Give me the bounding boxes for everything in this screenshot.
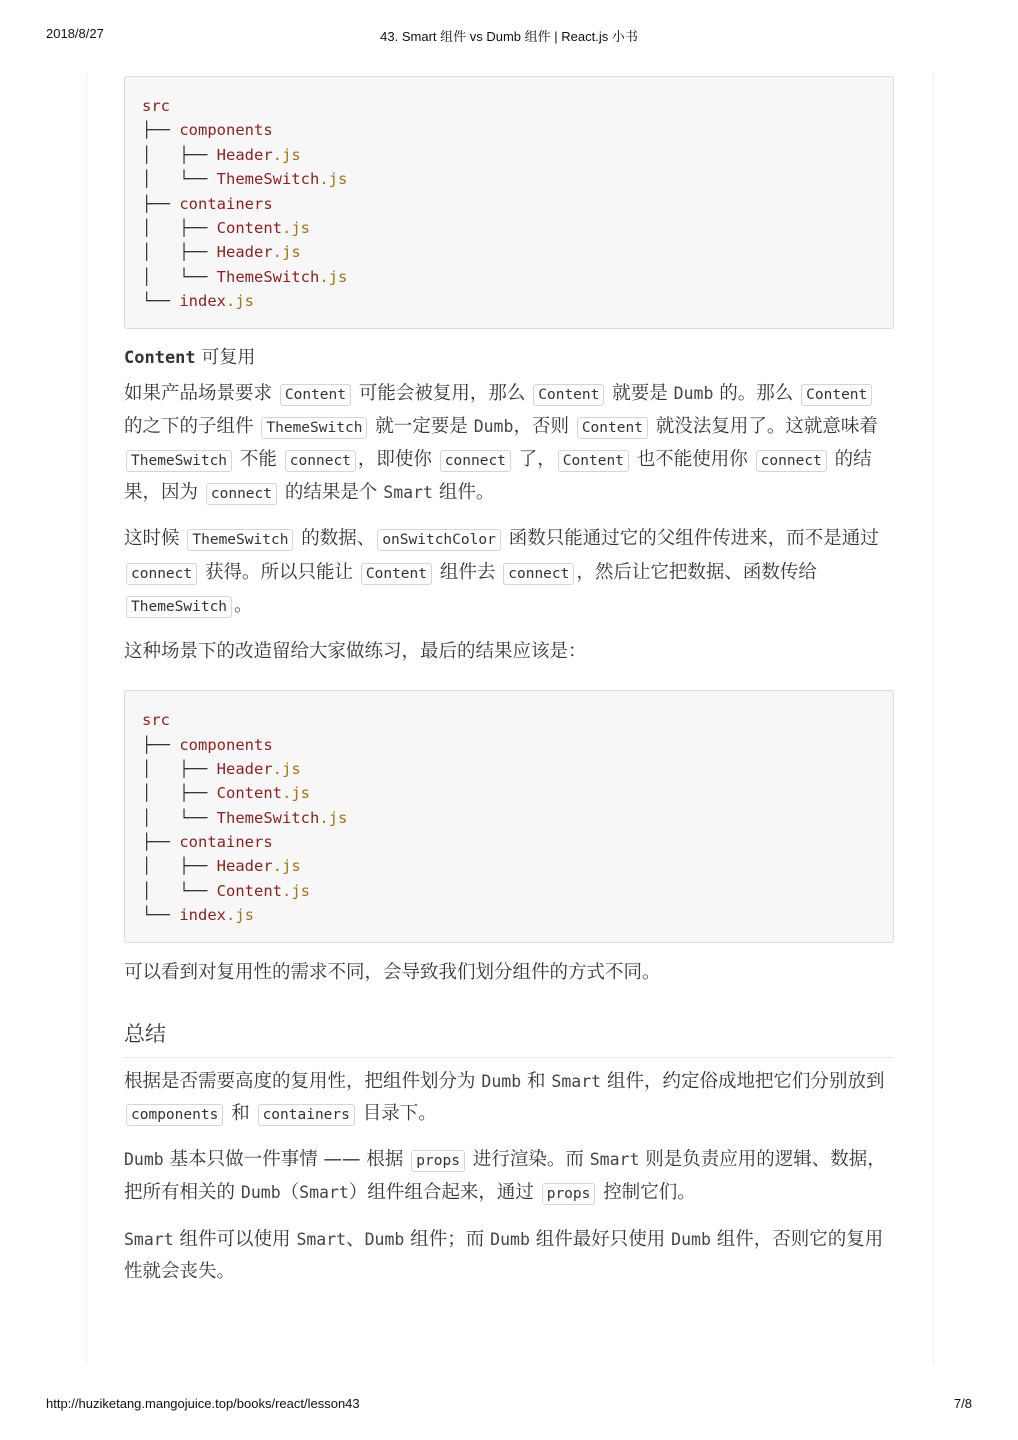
file-name: Header: [216, 145, 273, 164]
code-block-tree-before: [124, 76, 894, 329]
tree-line: [142, 118, 875, 142]
inline-code: ThemeSwitch: [126, 450, 232, 472]
inline-code: props: [411, 1150, 465, 1172]
tree-branch: └──: [142, 292, 180, 311]
inline-code: Content: [801, 384, 872, 406]
text-run: ）组件组合起来，通过: [348, 1182, 540, 1204]
text-run: 这种场景下的改造留给大家做练习，最后的结果应该是：: [124, 640, 587, 662]
paragraph: [124, 1144, 894, 1210]
inline-code: connect: [440, 450, 511, 472]
inline-code: Content: [558, 450, 629, 472]
file-extension: .js: [281, 784, 310, 803]
file-extension: .js: [272, 243, 301, 262]
file-extension: .js: [226, 292, 254, 311]
file-extension: .js: [281, 881, 310, 900]
inline-code: Content: [577, 417, 648, 439]
tree-line: [142, 830, 875, 854]
text-run: 的结果是个: [279, 482, 384, 504]
print-header: [0, 26, 1018, 46]
text-run: （: [280, 1182, 300, 1204]
folder-name: src: [142, 711, 170, 730]
tree-line: [142, 879, 875, 903]
file-extension: .js: [319, 170, 348, 189]
text-run: 就一定要是: [369, 415, 474, 437]
inline-code: containers: [258, 1104, 355, 1126]
tree-line: [142, 708, 875, 732]
tree-line: [142, 781, 875, 805]
text-run: 则是负责应用的逻辑、数据，把所有相关的: [124, 1149, 886, 1204]
text-run: ，然后让它把数据、函数传给: [576, 561, 817, 583]
paragraph: [124, 636, 894, 668]
text-run: 获得。所以只能让: [199, 561, 359, 583]
file-name: ThemeSwitch: [216, 267, 320, 286]
article-content: [124, 76, 894, 1288]
summary-heading: 总结: [124, 1019, 894, 1058]
text-run: ，否则: [513, 415, 575, 437]
paragraph: [124, 523, 894, 623]
tree-branch: │ ├──: [142, 145, 217, 164]
folder-name: containers: [179, 194, 273, 213]
text-run: 组件。: [432, 482, 495, 504]
inline-term: Smart: [299, 1183, 349, 1203]
tree-branch: ├──: [142, 194, 180, 213]
code-block-tree-after: [124, 690, 894, 943]
file-name: Content: [216, 881, 282, 900]
tree-branch: ├──: [142, 735, 180, 754]
paragraph-group-summary: [124, 1066, 894, 1288]
text-run: 的之下的子组件: [124, 415, 260, 437]
text-run: 的结果，因为: [124, 448, 872, 504]
print-date: 2018/8/27: [46, 26, 104, 41]
inline-term: Smart: [551, 1071, 602, 1091]
text-run: 控制它们。: [597, 1182, 696, 1204]
text-run: 函数只能通过它的父组件传进来，而不是通过: [502, 528, 879, 550]
tree-line: [142, 240, 875, 264]
print-footer: [0, 1396, 1018, 1416]
tree-branch: ├──: [142, 833, 180, 852]
tree-line: [142, 265, 875, 289]
text-run: 的数据、: [295, 528, 376, 550]
inline-term: Smart: [589, 1150, 640, 1170]
tree-branch: │ ├──: [142, 784, 217, 803]
inline-term: Dumb: [473, 416, 514, 436]
inline-code: connect: [503, 563, 574, 585]
inline-term: Dumb: [673, 383, 714, 403]
text-run: 也不能使用你: [630, 448, 754, 470]
inline-code: connect: [126, 563, 197, 585]
text-run: 如果产品场景要求: [124, 382, 278, 404]
paragraph: [124, 957, 894, 989]
file-name: Content: [216, 784, 282, 803]
text-run: 的。那么: [713, 382, 800, 404]
inline-term: Smart: [124, 1229, 174, 1249]
text-run: 目录下。: [356, 1103, 437, 1125]
reuse-heading-text: 可复用: [195, 346, 256, 368]
file-extension: .js: [226, 906, 254, 925]
folder-name: containers: [179, 833, 273, 852]
file-extension: .js: [281, 218, 310, 237]
inline-code: Content: [280, 384, 351, 406]
text-run: 就没法复用了。这就意味着: [649, 415, 878, 437]
tree-branch: │ ├──: [142, 243, 217, 262]
file-extension: .js: [272, 759, 301, 778]
inline-term: Dumb: [124, 1150, 164, 1170]
inline-term: Dumb: [240, 1183, 281, 1203]
text-run: 这时候: [124, 528, 186, 550]
print-page-number: 7/8: [953, 1396, 972, 1411]
text-run: 基本只做一件事情 —— 根据: [163, 1149, 410, 1171]
inline-code: ThemeSwitch: [187, 529, 293, 551]
text-run: 和: [225, 1103, 256, 1125]
tree-branch: │ └──: [142, 267, 217, 286]
file-name: Header: [216, 243, 273, 262]
tree-branch: │ ├──: [142, 759, 217, 778]
folder-name: src: [142, 97, 170, 115]
tree-line: [142, 216, 875, 240]
paragraph-group-conclusion: [124, 957, 894, 989]
file-extension: .js: [319, 808, 348, 827]
tree-branch: ├──: [142, 121, 180, 140]
print-page-title: 43. Smart 组件 vs Dumb 组件 | React.js 小书: [380, 29, 638, 44]
reuse-heading-code: Content: [124, 347, 196, 368]
tree-line: [142, 167, 875, 191]
paragraph: [124, 1066, 894, 1131]
reuse-heading: [124, 344, 894, 372]
text-run: 组件，否则它的复用性就会丧失。: [124, 1228, 884, 1282]
inline-term: Dumb: [481, 1071, 522, 1091]
text-run: 、: [346, 1228, 365, 1250]
tree-branch: │ └──: [142, 170, 217, 189]
inline-code: onSwitchColor: [377, 529, 501, 551]
text-run: 就要是: [606, 382, 674, 404]
inline-code: props: [542, 1183, 596, 1205]
text-run: 不能: [234, 448, 283, 470]
inline-code: connect: [756, 450, 827, 472]
text-run: 和: [521, 1070, 552, 1092]
text-run: 组件，约定俗成地把它们分别放到: [601, 1070, 885, 1092]
inline-code: connect: [285, 450, 356, 472]
text-run: 可以看到对复用性的需求不同，会导致我们划分组件的方式不同。: [124, 961, 661, 983]
tree-line: [142, 94, 875, 118]
text-run: 了，: [512, 448, 556, 470]
text-run: 。: [234, 594, 253, 616]
tree-line: [142, 733, 875, 757]
inline-term: Smart: [383, 483, 433, 503]
file-name: Content: [216, 218, 282, 237]
inline-code: Content: [533, 384, 604, 406]
text-run: 组件；而: [404, 1228, 491, 1250]
inline-code: Content: [361, 563, 432, 585]
folder-name: components: [179, 121, 273, 140]
file-name: index: [179, 292, 226, 311]
tree-branch: │ ├──: [142, 218, 217, 237]
tree-branch: │ └──: [142, 881, 217, 900]
inline-term: Dumb: [671, 1229, 711, 1249]
tree-line: [142, 903, 875, 927]
tree-line: [142, 143, 875, 167]
text-run: 根据是否需要高度的复用性，把组件划分为: [124, 1070, 482, 1092]
file-name: Header: [216, 759, 273, 778]
file-extension: .js: [319, 267, 348, 286]
paragraph-group-a: [124, 378, 894, 669]
inline-code: ThemeSwitch: [261, 417, 367, 439]
tree-line: [142, 757, 875, 781]
file-extension: .js: [272, 145, 301, 164]
tree-line: [142, 192, 875, 216]
file-name: ThemeSwitch: [216, 808, 320, 827]
text-run: ，即使你: [357, 448, 438, 470]
text-run: 组件最好只使用: [529, 1228, 672, 1250]
text-run: 组件去: [433, 561, 502, 583]
tree-line: [142, 806, 875, 830]
inline-code: components: [126, 1104, 223, 1126]
tree-branch: │ ├──: [142, 857, 217, 876]
text-run: 进行渲染。而: [466, 1149, 590, 1171]
file-name: index: [179, 906, 226, 925]
inline-term: Smart: [296, 1229, 347, 1249]
print-url: http://huziketang.mangojuice.top/books/react/lesson43: [46, 1396, 360, 1411]
file-extension: .js: [272, 857, 301, 876]
tree-line: [142, 289, 875, 313]
inline-code: connect: [206, 483, 277, 505]
paragraph: [124, 1224, 894, 1288]
file-name: Header: [216, 857, 273, 876]
tree-branch: │ └──: [142, 808, 217, 827]
tree-branch: └──: [142, 906, 180, 925]
text-run: 可能会被复用，那么: [353, 382, 532, 404]
tree-line: [142, 854, 875, 878]
paragraph: [124, 378, 894, 511]
file-name: ThemeSwitch: [216, 170, 320, 189]
inline-term: Dumb: [364, 1229, 405, 1249]
text-run: 组件可以使用: [173, 1228, 297, 1250]
folder-name: components: [179, 735, 273, 754]
inline-code: ThemeSwitch: [126, 596, 232, 618]
inline-term: Dumb: [490, 1229, 530, 1249]
